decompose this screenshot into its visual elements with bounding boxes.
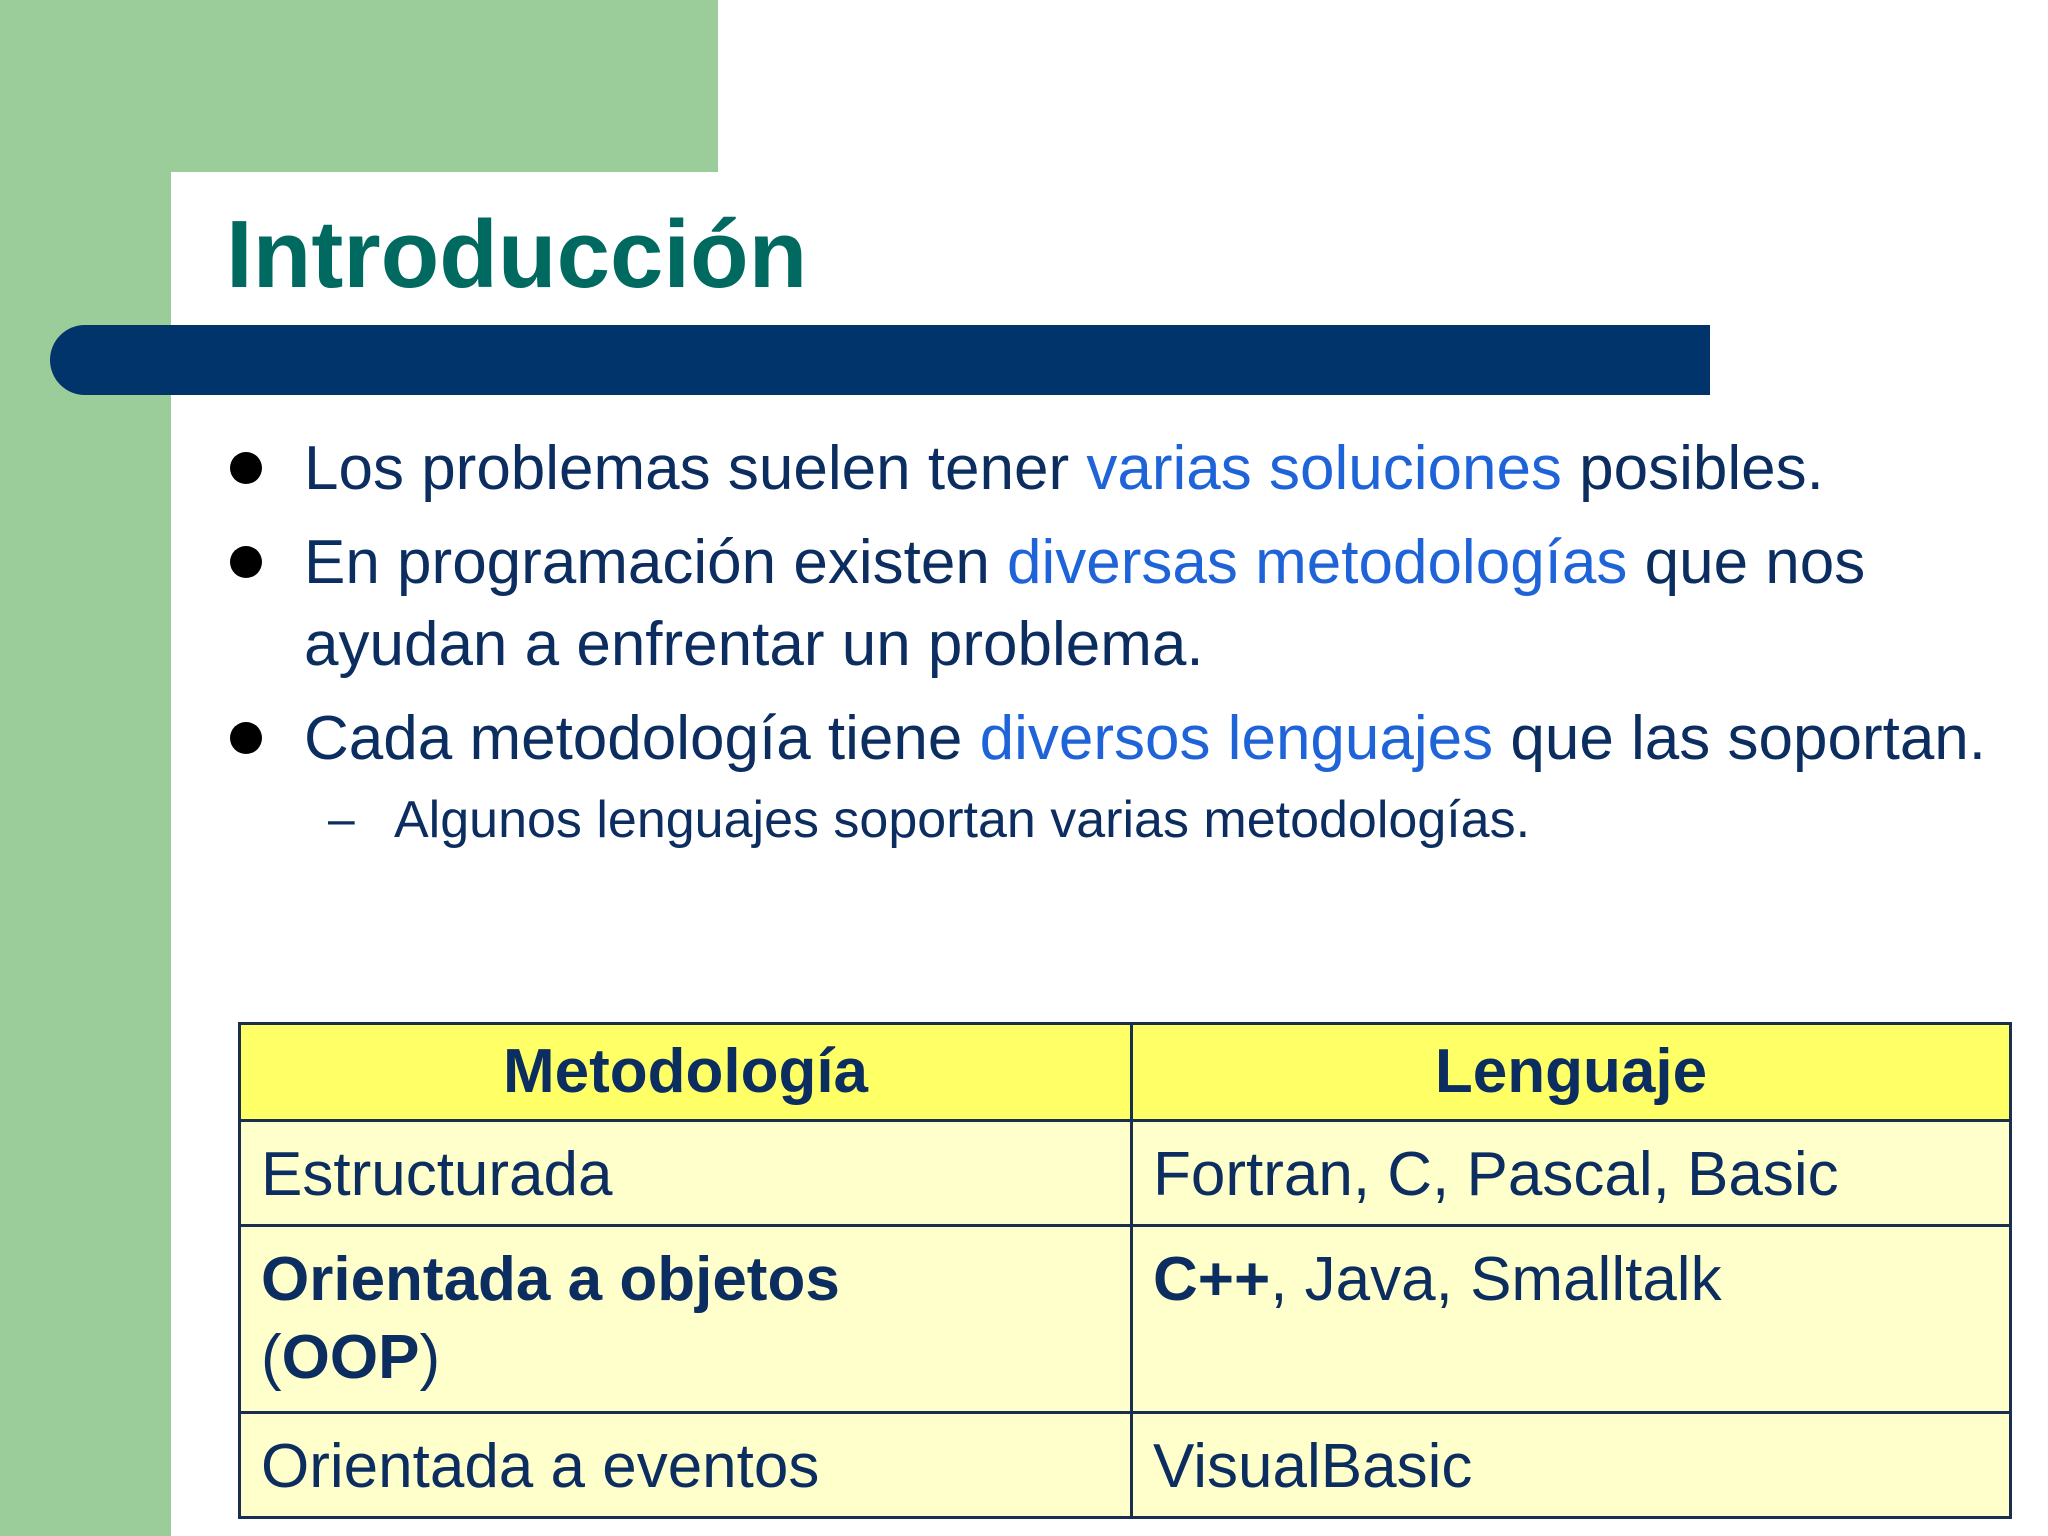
cell-metodologia: Orientada a eventos xyxy=(240,1413,1132,1518)
bullet-highlight: diversos lenguajes xyxy=(979,704,1494,773)
cell-lenguaje: VisualBasic xyxy=(1132,1413,2011,1518)
dash-icon: – xyxy=(328,793,355,846)
title-underline-bar xyxy=(50,325,1710,395)
bullet-list xyxy=(226,428,2036,852)
header-metodologia: Metodología xyxy=(240,1024,1132,1121)
bullet-text: que las soportan. xyxy=(1493,704,1987,773)
bullet-text: En programación existen xyxy=(304,528,1008,597)
bullet-text: Los problemas suelen tener xyxy=(304,434,1087,503)
bullet-item xyxy=(226,698,2036,780)
sub-bullet-item xyxy=(226,788,2036,852)
cell-metodologia xyxy=(240,1226,1132,1413)
bullet-text: posibles. xyxy=(1561,434,1824,503)
cell-text: ) xyxy=(419,1323,441,1392)
cell-metodologia: Estructurada xyxy=(240,1121,1132,1226)
methodology-table xyxy=(238,1022,2012,1519)
cell-lenguaje xyxy=(1132,1226,2011,1413)
table-row xyxy=(240,1121,2011,1226)
cell-lenguaje: Fortran, C, Pascal, Basic xyxy=(1132,1121,2011,1226)
table-header-row xyxy=(240,1024,2011,1121)
bullet-highlight: diversas metodologías xyxy=(1007,528,1628,597)
green-side-strip xyxy=(0,0,171,1536)
table-row xyxy=(240,1413,2011,1518)
header-lenguaje: Lenguaje xyxy=(1132,1024,2011,1121)
table-row xyxy=(240,1226,2011,1413)
bullet-dot-icon xyxy=(230,722,262,754)
bullet-text: que nos ayudan a enfrentar un problema. xyxy=(304,528,1866,679)
bullet-text: Cada metodología tiene xyxy=(304,704,980,773)
bullet-item xyxy=(226,428,2036,510)
cell-bold-text: C++ xyxy=(1153,1245,1271,1314)
bullet-item xyxy=(226,522,2036,686)
bullet-dot-icon xyxy=(230,546,262,578)
cell-bold-text: OOP xyxy=(281,1323,420,1392)
bullet-dot-icon xyxy=(230,452,262,484)
slide-title: Introducción xyxy=(226,201,808,308)
bullet-highlight: varias soluciones xyxy=(1086,434,1562,503)
cell-bold-text: Orientada a objetos xyxy=(261,1245,840,1314)
cell-text: , Java, Smalltalk xyxy=(1270,1245,1722,1314)
sub-bullet-text: Algunos lenguajes soportan varias metodologías. xyxy=(394,791,1531,849)
cell-text: ( xyxy=(261,1323,282,1392)
